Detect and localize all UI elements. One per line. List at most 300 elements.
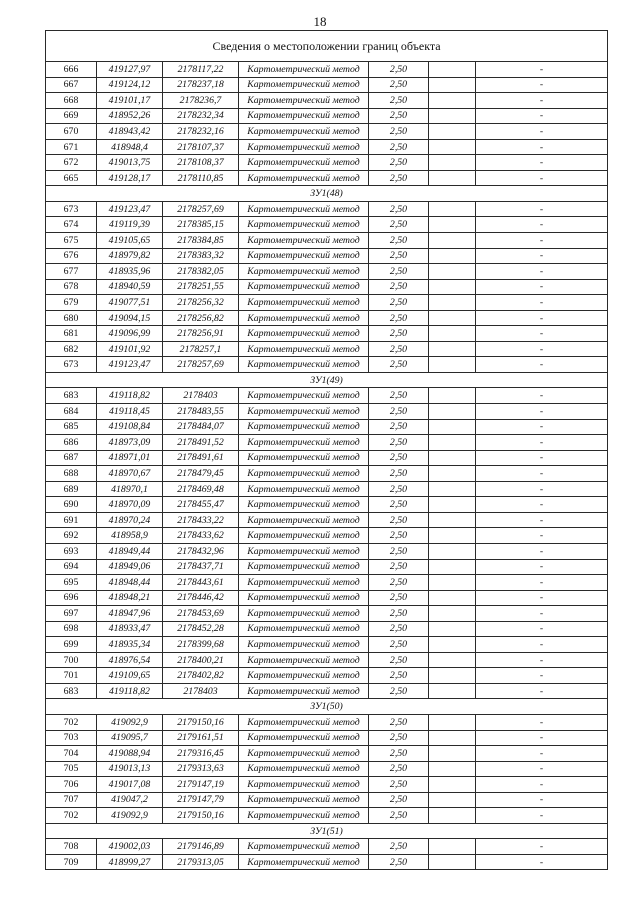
- accuracy-cell: 2,50: [369, 792, 429, 808]
- table-row: [46, 77, 608, 93]
- method-cell: Картометрический метод: [239, 357, 369, 373]
- coord-x-cell: 418935,34: [97, 637, 163, 653]
- coord-y-cell: 2178383,32: [163, 248, 239, 264]
- coord-y-cell: 2178403: [163, 683, 239, 699]
- description-cell: -: [476, 435, 608, 451]
- method-cell: Картометрический метод: [239, 170, 369, 186]
- accuracy-cell: 2,50: [369, 248, 429, 264]
- accuracy-cell: 2,50: [369, 497, 429, 513]
- table-row: [46, 279, 608, 295]
- accuracy-cell: 2,50: [369, 637, 429, 653]
- coord-y-cell: 2178491,52: [163, 435, 239, 451]
- point-number-cell: 696: [46, 590, 97, 606]
- description-cell: -: [476, 683, 608, 699]
- accuracy-cell: 2,50: [369, 326, 429, 342]
- table-row: [46, 481, 608, 497]
- description-cell: -: [476, 279, 608, 295]
- point-number-cell: 707: [46, 792, 97, 808]
- method-cell: Картометрический метод: [239, 559, 369, 575]
- reference-cell: [429, 777, 476, 793]
- coord-y-cell: 2178491,61: [163, 450, 239, 466]
- description-cell: -: [476, 559, 608, 575]
- table-row: [46, 559, 608, 575]
- coord-y-cell: 2179146,89: [163, 839, 239, 855]
- coord-y-cell: 2178433,62: [163, 528, 239, 544]
- point-number-cell: 666: [46, 62, 97, 78]
- method-cell: Картометрический метод: [239, 450, 369, 466]
- reference-cell: [429, 497, 476, 513]
- table-row: [46, 450, 608, 466]
- accuracy-cell: 2,50: [369, 310, 429, 326]
- accuracy-cell: 2,50: [369, 606, 429, 622]
- coord-x-cell: 419077,51: [97, 295, 163, 311]
- table-body: [46, 31, 608, 870]
- coord-y-cell: 2178453,69: [163, 606, 239, 622]
- coord-y-cell: 2178402,82: [163, 668, 239, 684]
- description-cell: -: [476, 606, 608, 622]
- point-number-cell: 685: [46, 419, 97, 435]
- point-number-cell: 708: [46, 839, 97, 855]
- description-cell: -: [476, 512, 608, 528]
- point-number-cell: 676: [46, 248, 97, 264]
- coord-y-cell: 2178256,82: [163, 310, 239, 326]
- coord-y-cell: 2179150,16: [163, 714, 239, 730]
- coord-y-cell: 2179316,45: [163, 746, 239, 762]
- accuracy-cell: 2,50: [369, 170, 429, 186]
- coord-y-cell: 2178452,28: [163, 621, 239, 637]
- description-cell: -: [476, 388, 608, 404]
- accuracy-cell: 2,50: [369, 62, 429, 78]
- accuracy-cell: 2,50: [369, 746, 429, 762]
- boundary-coordinates-table: [45, 30, 608, 870]
- description-cell: -: [476, 201, 608, 217]
- accuracy-cell: 2,50: [369, 264, 429, 280]
- method-cell: Картометрический метод: [239, 295, 369, 311]
- coord-y-cell: 2178257,69: [163, 357, 239, 373]
- group-label: ЗУ1(51): [46, 823, 608, 839]
- method-cell: Картометрический метод: [239, 108, 369, 124]
- description-cell: -: [476, 746, 608, 762]
- coord-x-cell: 418971,01: [97, 450, 163, 466]
- accuracy-cell: 2,50: [369, 466, 429, 482]
- accuracy-cell: 2,50: [369, 512, 429, 528]
- coord-y-cell: 2178400,21: [163, 652, 239, 668]
- description-cell: -: [476, 264, 608, 280]
- table-title-row: [46, 31, 608, 62]
- coord-x-cell: 419127,97: [97, 62, 163, 78]
- table-row: [46, 326, 608, 342]
- reference-cell: [429, 295, 476, 311]
- coord-y-cell: 2178382,05: [163, 264, 239, 280]
- method-cell: Картометрический метод: [239, 839, 369, 855]
- point-number-cell: 693: [46, 543, 97, 559]
- coord-y-cell: 2178257,1: [163, 341, 239, 357]
- description-cell: -: [476, 341, 608, 357]
- table-row: [46, 93, 608, 109]
- description-cell: -: [476, 326, 608, 342]
- coord-y-cell: 2179161,51: [163, 730, 239, 746]
- coord-y-cell: 2178110,85: [163, 170, 239, 186]
- reference-cell: [429, 683, 476, 699]
- coord-y-cell: 2178484,07: [163, 419, 239, 435]
- description-cell: -: [476, 139, 608, 155]
- reference-cell: [429, 357, 476, 373]
- reference-cell: [429, 248, 476, 264]
- group-header-row: [46, 186, 608, 202]
- coord-x-cell: 418948,4: [97, 139, 163, 155]
- point-number-cell: 683: [46, 388, 97, 404]
- reference-cell: [429, 435, 476, 451]
- description-cell: -: [476, 575, 608, 591]
- description-cell: -: [476, 155, 608, 171]
- reference-cell: [429, 108, 476, 124]
- point-number-cell: 705: [46, 761, 97, 777]
- point-number-cell: 701: [46, 668, 97, 684]
- reference-cell: [429, 512, 476, 528]
- coord-x-cell: 419017,08: [97, 777, 163, 793]
- table-row: [46, 652, 608, 668]
- method-cell: Картометрический метод: [239, 777, 369, 793]
- coord-y-cell: 2178479,45: [163, 466, 239, 482]
- point-number-cell: 702: [46, 808, 97, 824]
- reference-cell: [429, 139, 476, 155]
- coord-x-cell: 419047,2: [97, 792, 163, 808]
- description-cell: -: [476, 761, 608, 777]
- accuracy-cell: 2,50: [369, 761, 429, 777]
- coord-x-cell: 418940,59: [97, 279, 163, 295]
- coord-x-cell: 419123,47: [97, 201, 163, 217]
- coord-y-cell: 2178432,96: [163, 543, 239, 559]
- method-cell: Картометрический метод: [239, 590, 369, 606]
- table-row: [46, 543, 608, 559]
- reference-cell: [429, 201, 476, 217]
- reference-cell: [429, 543, 476, 559]
- method-cell: Картометрический метод: [239, 528, 369, 544]
- coord-y-cell: 2178256,32: [163, 295, 239, 311]
- accuracy-cell: 2,50: [369, 777, 429, 793]
- accuracy-cell: 2,50: [369, 481, 429, 497]
- table-row: [46, 217, 608, 233]
- description-cell: -: [476, 248, 608, 264]
- reference-cell: [429, 450, 476, 466]
- point-number-cell: 683: [46, 683, 97, 699]
- table-row: [46, 590, 608, 606]
- description-cell: -: [476, 170, 608, 186]
- method-cell: Картометрический метод: [239, 543, 369, 559]
- accuracy-cell: 2,50: [369, 404, 429, 420]
- reference-cell: [429, 124, 476, 140]
- point-number-cell: 709: [46, 854, 97, 870]
- reference-cell: [429, 714, 476, 730]
- coord-x-cell: 419124,12: [97, 77, 163, 93]
- reference-cell: [429, 808, 476, 824]
- description-cell: -: [476, 419, 608, 435]
- method-cell: Картометрический метод: [239, 435, 369, 451]
- method-cell: Картометрический метод: [239, 248, 369, 264]
- page-number: 18: [313, 14, 327, 29]
- coord-x-cell: 418943,42: [97, 124, 163, 140]
- reference-cell: [429, 77, 476, 93]
- accuracy-cell: 2,50: [369, 93, 429, 109]
- table-row: [46, 264, 608, 280]
- description-cell: -: [476, 652, 608, 668]
- reference-cell: [429, 839, 476, 855]
- accuracy-cell: 2,50: [369, 77, 429, 93]
- accuracy-cell: 2,50: [369, 714, 429, 730]
- table-row: [46, 777, 608, 793]
- table-row: [46, 792, 608, 808]
- accuracy-cell: 2,50: [369, 839, 429, 855]
- description-cell: -: [476, 310, 608, 326]
- point-number-cell: 692: [46, 528, 97, 544]
- coord-x-cell: 418952,26: [97, 108, 163, 124]
- group-label: ЗУ1(50): [46, 699, 608, 715]
- accuracy-cell: 2,50: [369, 683, 429, 699]
- accuracy-cell: 2,50: [369, 543, 429, 559]
- method-cell: Картометрический метод: [239, 124, 369, 140]
- description-cell: -: [476, 792, 608, 808]
- point-number-cell: 699: [46, 637, 97, 653]
- point-number-cell: 703: [46, 730, 97, 746]
- reference-cell: [429, 746, 476, 762]
- method-cell: Картометрический метод: [239, 233, 369, 249]
- reference-cell: [429, 264, 476, 280]
- reference-cell: [429, 730, 476, 746]
- point-number-cell: 689: [46, 481, 97, 497]
- point-number-cell: 667: [46, 77, 97, 93]
- accuracy-cell: 2,50: [369, 575, 429, 591]
- coord-y-cell: 2178232,16: [163, 124, 239, 140]
- reference-cell: [429, 217, 476, 233]
- method-cell: Картометрический метод: [239, 652, 369, 668]
- reference-cell: [429, 590, 476, 606]
- point-number-cell: 673: [46, 201, 97, 217]
- accuracy-cell: 2,50: [369, 450, 429, 466]
- point-number-cell: 672: [46, 155, 97, 171]
- description-cell: -: [476, 77, 608, 93]
- coord-x-cell: 419123,47: [97, 357, 163, 373]
- accuracy-cell: 2,50: [369, 528, 429, 544]
- point-number-cell: 687: [46, 450, 97, 466]
- table-row: [46, 201, 608, 217]
- table-row: [46, 575, 608, 591]
- accuracy-cell: 2,50: [369, 652, 429, 668]
- coord-y-cell: 2178256,91: [163, 326, 239, 342]
- coord-x-cell: 418970,09: [97, 497, 163, 513]
- method-cell: Картометрический метод: [239, 326, 369, 342]
- table-row: [46, 155, 608, 171]
- point-number-cell: 698: [46, 621, 97, 637]
- point-number-cell: 670: [46, 124, 97, 140]
- description-cell: -: [476, 217, 608, 233]
- description-cell: -: [476, 481, 608, 497]
- coord-y-cell: 2178437,71: [163, 559, 239, 575]
- method-cell: Картометрический метод: [239, 761, 369, 777]
- table-row: [46, 668, 608, 684]
- table-row: [46, 854, 608, 870]
- coord-x-cell: 418933,47: [97, 621, 163, 637]
- reference-cell: [429, 62, 476, 78]
- coord-x-cell: 418979,82: [97, 248, 163, 264]
- table-row: [46, 388, 608, 404]
- coord-y-cell: 2179313,63: [163, 761, 239, 777]
- description-cell: -: [476, 637, 608, 653]
- point-number-cell: 680: [46, 310, 97, 326]
- method-cell: Картометрический метод: [239, 808, 369, 824]
- reference-cell: [429, 93, 476, 109]
- point-number-cell: 688: [46, 466, 97, 482]
- coord-x-cell: 419118,82: [97, 683, 163, 699]
- coord-y-cell: 2178117,22: [163, 62, 239, 78]
- accuracy-cell: 2,50: [369, 435, 429, 451]
- method-cell: Картометрический метод: [239, 481, 369, 497]
- reference-cell: [429, 388, 476, 404]
- table-row: [46, 808, 608, 824]
- description-cell: -: [476, 854, 608, 870]
- reference-cell: [429, 279, 476, 295]
- accuracy-cell: 2,50: [369, 730, 429, 746]
- method-cell: Картометрический метод: [239, 310, 369, 326]
- accuracy-cell: 2,50: [369, 341, 429, 357]
- method-cell: Картометрический метод: [239, 201, 369, 217]
- table-row: [46, 435, 608, 451]
- coord-x-cell: 419108,84: [97, 419, 163, 435]
- coord-y-cell: 2178483,55: [163, 404, 239, 420]
- table-row: [46, 124, 608, 140]
- reference-cell: [429, 404, 476, 420]
- coord-x-cell: 418949,06: [97, 559, 163, 575]
- point-number-cell: 695: [46, 575, 97, 591]
- point-number-cell: 691: [46, 512, 97, 528]
- reference-cell: [429, 854, 476, 870]
- description-cell: -: [476, 124, 608, 140]
- reference-cell: [429, 170, 476, 186]
- point-number-cell: 690: [46, 497, 97, 513]
- description-cell: -: [476, 357, 608, 373]
- coord-y-cell: 2178403: [163, 388, 239, 404]
- coord-y-cell: 2178107,37: [163, 139, 239, 155]
- coord-y-cell: 2178237,18: [163, 77, 239, 93]
- point-number-cell: 706: [46, 777, 97, 793]
- accuracy-cell: 2,50: [369, 295, 429, 311]
- table-row: [46, 512, 608, 528]
- coord-x-cell: 418949,44: [97, 543, 163, 559]
- coord-x-cell: 419118,82: [97, 388, 163, 404]
- table-row: [46, 683, 608, 699]
- coord-y-cell: 2178236,7: [163, 93, 239, 109]
- table-row: [46, 497, 608, 513]
- method-cell: Картометрический метод: [239, 746, 369, 762]
- table-row: [46, 466, 608, 482]
- method-cell: Картометрический метод: [239, 77, 369, 93]
- point-number-cell: 694: [46, 559, 97, 575]
- method-cell: Картометрический метод: [239, 93, 369, 109]
- description-cell: -: [476, 543, 608, 559]
- point-number-cell: 668: [46, 93, 97, 109]
- coord-x-cell: 419095,7: [97, 730, 163, 746]
- accuracy-cell: 2,50: [369, 559, 429, 575]
- coord-x-cell: 418947,96: [97, 606, 163, 622]
- table-row: [46, 528, 608, 544]
- point-number-cell: 697: [46, 606, 97, 622]
- table-row: [46, 248, 608, 264]
- table-row: [46, 108, 608, 124]
- table-row: [46, 404, 608, 420]
- accuracy-cell: 2,50: [369, 668, 429, 684]
- coord-x-cell: 418970,24: [97, 512, 163, 528]
- point-number-cell: 677: [46, 264, 97, 280]
- coord-x-cell: 418970,1: [97, 481, 163, 497]
- table-row: [46, 606, 608, 622]
- method-cell: Картометрический метод: [239, 668, 369, 684]
- coord-x-cell: 419096,99: [97, 326, 163, 342]
- accuracy-cell: 2,50: [369, 854, 429, 870]
- method-cell: Картометрический метод: [239, 404, 369, 420]
- coord-x-cell: 418999,27: [97, 854, 163, 870]
- coord-x-cell: 419092,9: [97, 808, 163, 824]
- point-number-cell: 669: [46, 108, 97, 124]
- method-cell: Картометрический метод: [239, 341, 369, 357]
- coord-y-cell: 2178443,61: [163, 575, 239, 591]
- method-cell: Картометрический метод: [239, 637, 369, 653]
- reference-cell: [429, 559, 476, 575]
- reference-cell: [429, 668, 476, 684]
- description-cell: -: [476, 295, 608, 311]
- coord-x-cell: 419002,03: [97, 839, 163, 855]
- group-header-row: [46, 372, 608, 388]
- reference-cell: [429, 481, 476, 497]
- point-number-cell: 674: [46, 217, 97, 233]
- method-cell: Картометрический метод: [239, 621, 369, 637]
- coord-y-cell: 2178446,42: [163, 590, 239, 606]
- coord-x-cell: 419105,65: [97, 233, 163, 249]
- accuracy-cell: 2,50: [369, 388, 429, 404]
- description-cell: -: [476, 777, 608, 793]
- coord-x-cell: 418976,54: [97, 652, 163, 668]
- group-header-row: [46, 823, 608, 839]
- description-cell: -: [476, 497, 608, 513]
- reference-cell: [429, 155, 476, 171]
- table-row: [46, 357, 608, 373]
- method-cell: Картометрический метод: [239, 155, 369, 171]
- coord-x-cell: 419101,17: [97, 93, 163, 109]
- group-header-row: [46, 699, 608, 715]
- coord-x-cell: 418958,9: [97, 528, 163, 544]
- coord-x-cell: 419092,9: [97, 714, 163, 730]
- coord-x-cell: 418973,09: [97, 435, 163, 451]
- accuracy-cell: 2,50: [369, 217, 429, 233]
- method-cell: Картометрический метод: [239, 279, 369, 295]
- method-cell: Картометрический метод: [239, 575, 369, 591]
- point-number-cell: 686: [46, 435, 97, 451]
- method-cell: Картометрический метод: [239, 264, 369, 280]
- method-cell: Картометрический метод: [239, 217, 369, 233]
- point-number-cell: 704: [46, 746, 97, 762]
- reference-cell: [429, 419, 476, 435]
- description-cell: -: [476, 108, 608, 124]
- method-cell: Картометрический метод: [239, 139, 369, 155]
- table-row: [46, 295, 608, 311]
- accuracy-cell: 2,50: [369, 155, 429, 171]
- point-number-cell: 675: [46, 233, 97, 249]
- method-cell: Картометрический метод: [239, 497, 369, 513]
- reference-cell: [429, 652, 476, 668]
- coord-y-cell: 2179150,16: [163, 808, 239, 824]
- method-cell: Картометрический метод: [239, 606, 369, 622]
- accuracy-cell: 2,50: [369, 108, 429, 124]
- coord-y-cell: 2178232,34: [163, 108, 239, 124]
- coord-x-cell: 418948,21: [97, 590, 163, 606]
